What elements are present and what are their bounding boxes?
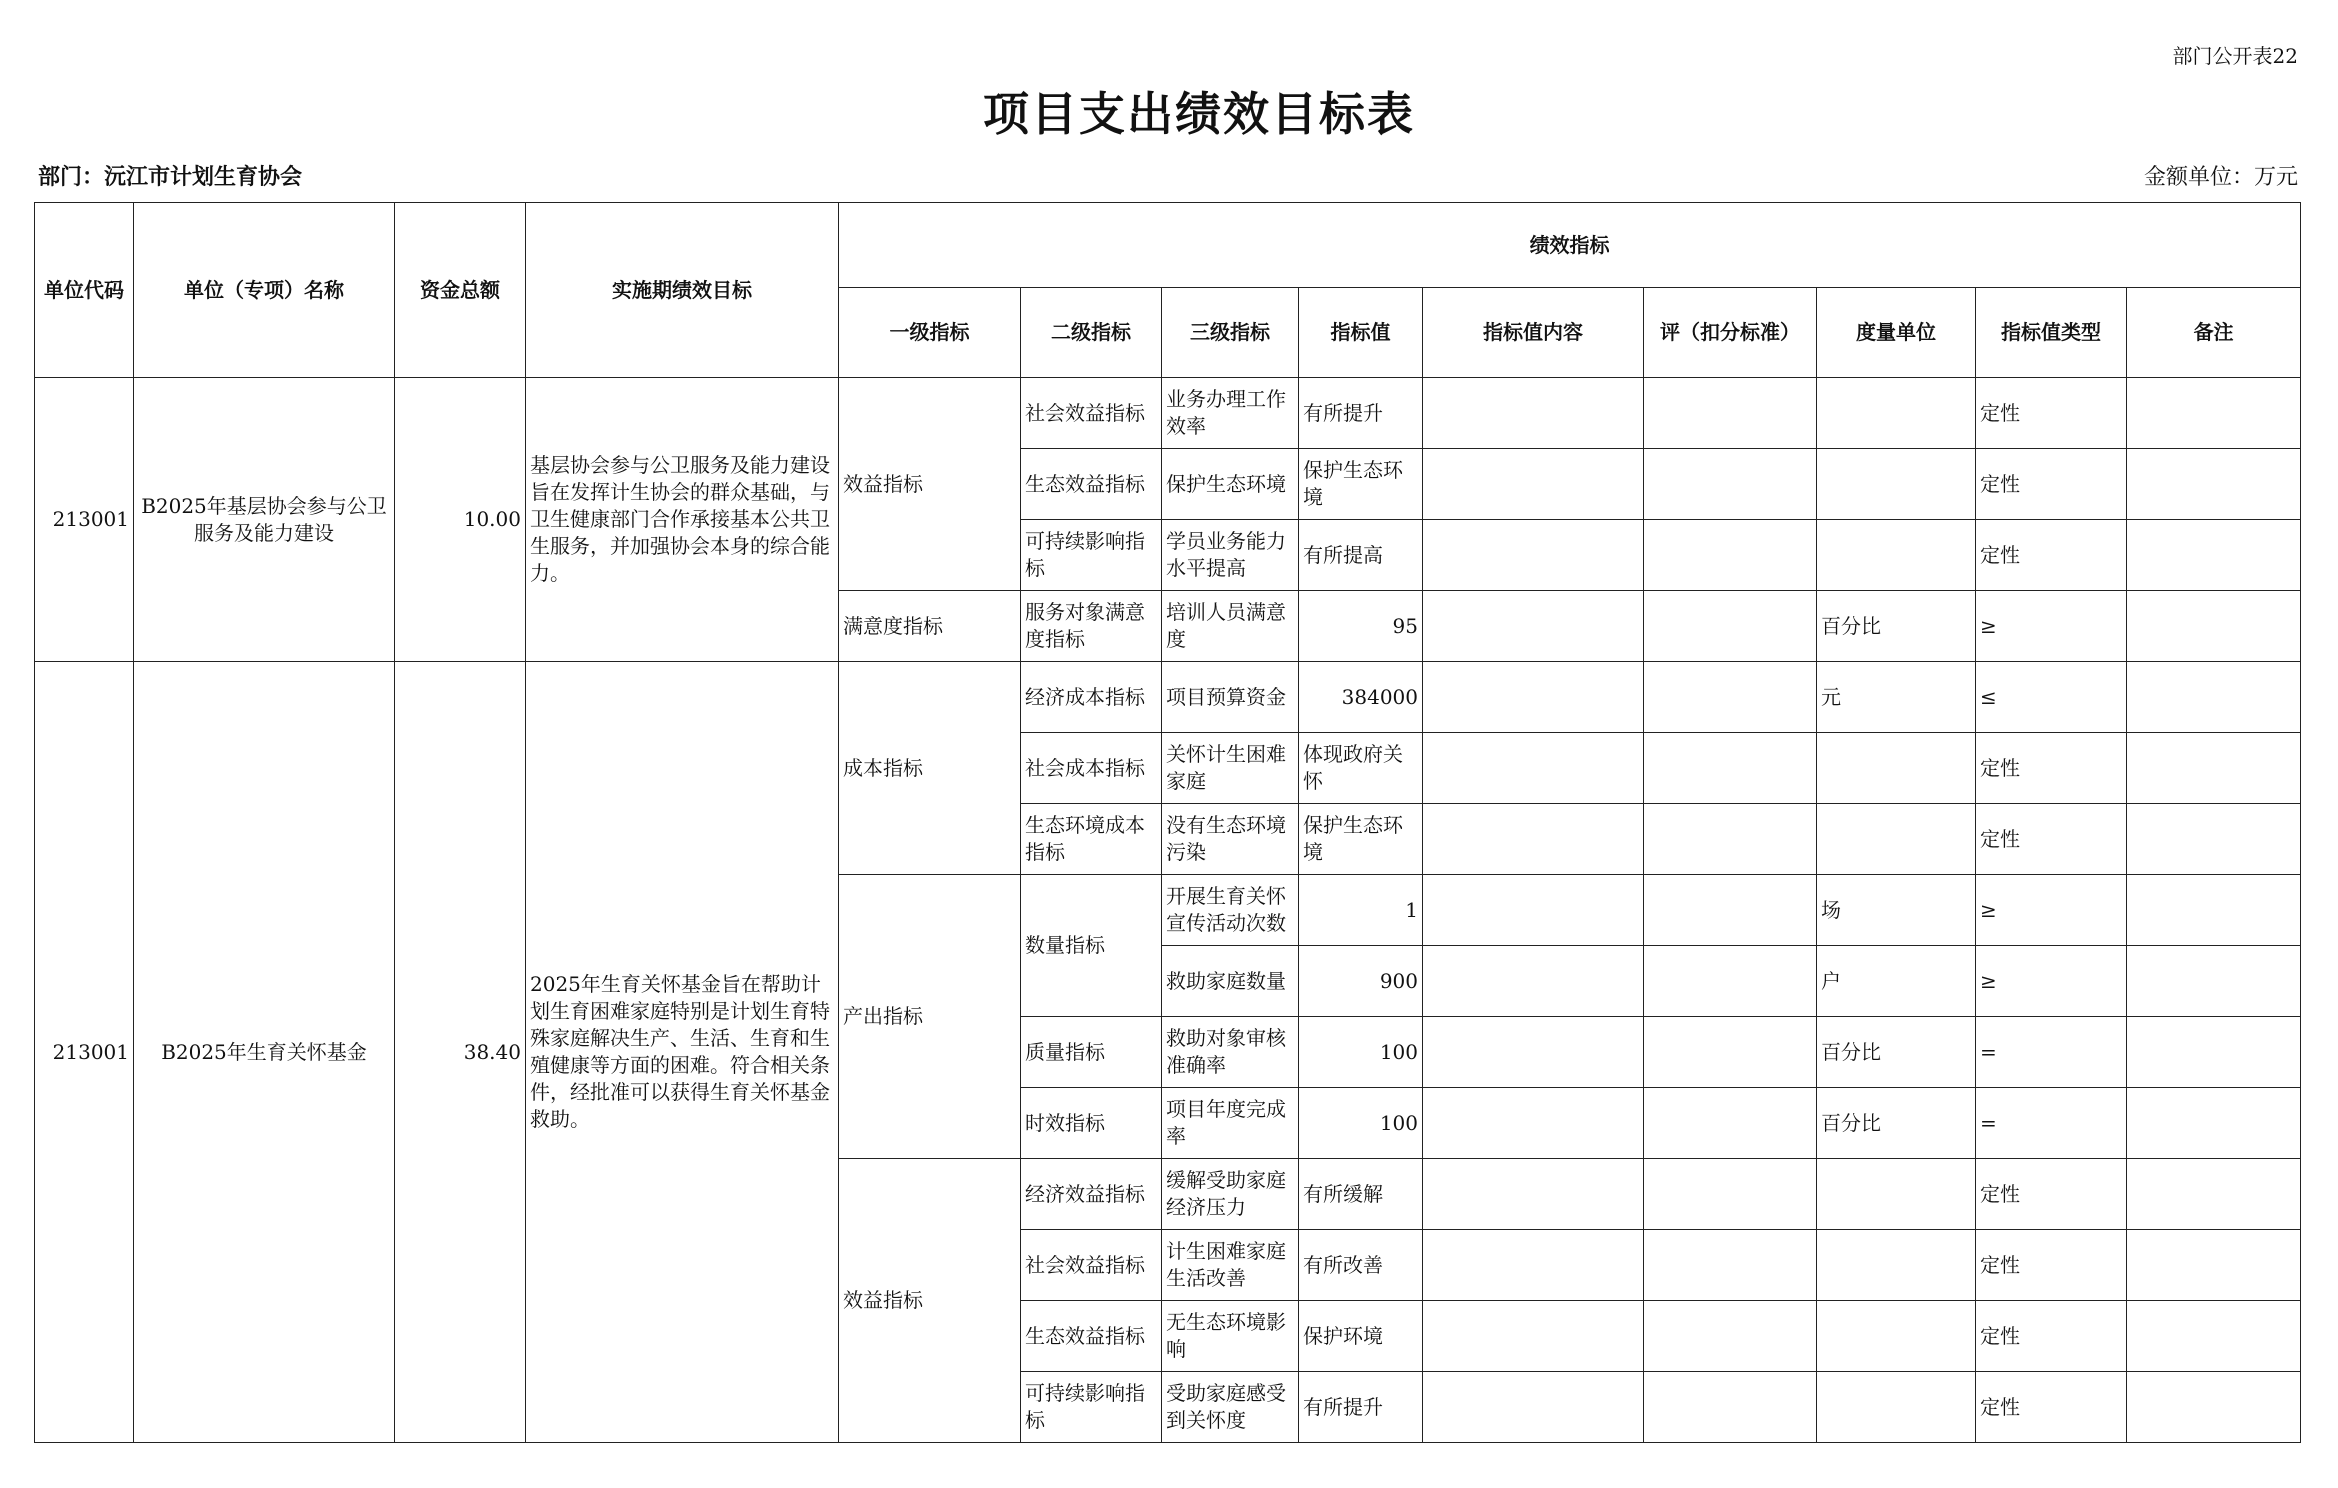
measure-unit: 场 <box>1817 875 1976 946</box>
indicator-value: 900 <box>1299 946 1423 1017</box>
remark <box>2127 1088 2301 1159</box>
remark <box>2127 1301 2301 1372</box>
header-value-type: 指标值类型 <box>1976 288 2127 378</box>
value-type: = <box>1976 1088 2127 1159</box>
scoring-standard <box>1644 946 1817 1017</box>
indicator-value: 有所提升 <box>1299 1372 1423 1443</box>
remark <box>2127 1017 2301 1088</box>
level2-indicator: 质量指标 <box>1021 1017 1162 1088</box>
scoring-standard <box>1644 733 1817 804</box>
value-content <box>1423 662 1644 733</box>
value-type: 定性 <box>1976 804 2127 875</box>
level1-indicator: 满意度指标 <box>839 591 1021 662</box>
value-content <box>1423 733 1644 804</box>
remark <box>2127 591 2301 662</box>
value-content <box>1423 1159 1644 1230</box>
value-content <box>1423 1088 1644 1159</box>
level2-indicator: 可持续影响指标 <box>1021 520 1162 591</box>
remark <box>2127 1372 2301 1443</box>
header-fund: 资金总额 <box>395 203 526 378</box>
remark <box>2127 1230 2301 1301</box>
level2-indicator: 社会效益指标 <box>1021 378 1162 449</box>
level2-indicator: 社会效益指标 <box>1021 1230 1162 1301</box>
header-value: 指标值 <box>1299 288 1423 378</box>
value-type: ≤ <box>1976 662 2127 733</box>
level3-indicator: 受助家庭感受到关怀度 <box>1162 1372 1299 1443</box>
header-name: 单位（专项）名称 <box>134 203 395 378</box>
level3-indicator: 项目预算资金 <box>1162 662 1299 733</box>
value-type: 定性 <box>1976 378 2127 449</box>
indicator-value: 1 <box>1299 875 1423 946</box>
level3-indicator: 项目年度完成率 <box>1162 1088 1299 1159</box>
level3-indicator: 没有生态环境污染 <box>1162 804 1299 875</box>
corner-label: 部门公开表22 <box>2172 44 2298 68</box>
indicator-value: 保护生态环境 <box>1299 804 1423 875</box>
remark <box>2127 520 2301 591</box>
table-row <box>35 378 2301 449</box>
measure-unit <box>1817 1301 1976 1372</box>
level1-indicator: 成本指标 <box>839 662 1021 875</box>
value-type: 定性 <box>1976 1230 2127 1301</box>
project-goal: 基层协会参与公卫服务及能力建设旨在发挥计生协会的群众基础，与卫生健康部门合作承接基本公共卫生服务，并加强协会本身的综合能力。 <box>526 378 839 662</box>
value-type: 定性 <box>1976 1372 2127 1443</box>
level3-indicator: 开展生育关怀宣传活动次数 <box>1162 875 1299 946</box>
value-content <box>1423 1372 1644 1443</box>
level1-indicator: 产出指标 <box>839 875 1021 1159</box>
measure-unit: 百分比 <box>1817 1088 1976 1159</box>
measure-unit <box>1817 449 1976 520</box>
scoring-standard <box>1644 449 1817 520</box>
measure-unit <box>1817 378 1976 449</box>
project-name: B2025年生育关怀基金 <box>134 662 395 1443</box>
value-type: ≥ <box>1976 591 2127 662</box>
measure-unit <box>1817 1372 1976 1443</box>
level3-indicator: 计生困难家庭生活改善 <box>1162 1230 1299 1301</box>
level2-indicator: 生态环境成本指标 <box>1021 804 1162 875</box>
value-type: = <box>1976 1017 2127 1088</box>
remark <box>2127 449 2301 520</box>
project-code: 213001 <box>35 662 134 1443</box>
indicator-value: 384000 <box>1299 662 1423 733</box>
header-value-content: 指标值内容 <box>1423 288 1644 378</box>
value-content <box>1423 1230 1644 1301</box>
level2-indicator: 服务对象满意度指标 <box>1021 591 1162 662</box>
level3-indicator: 救助对象审核准确率 <box>1162 1017 1299 1088</box>
value-type: ≥ <box>1976 946 2127 1017</box>
page-title: 项目支出绩效目标表 <box>983 87 1415 141</box>
remark <box>2127 662 2301 733</box>
measure-unit <box>1817 520 1976 591</box>
value-content <box>1423 875 1644 946</box>
table-row <box>35 662 2301 733</box>
indicator-value: 有所提升 <box>1299 378 1423 449</box>
level2-indicator: 生态效益指标 <box>1021 449 1162 520</box>
indicator-value: 有所缓解 <box>1299 1159 1423 1230</box>
level3-indicator: 培训人员满意度 <box>1162 591 1299 662</box>
measure-unit: 百分比 <box>1817 1017 1976 1088</box>
amount-unit-label: 金额单位：万元 <box>2143 165 2298 190</box>
indicator-value: 95 <box>1299 591 1423 662</box>
value-content <box>1423 946 1644 1017</box>
level2-indicator: 可持续影响指标 <box>1021 1372 1162 1443</box>
scoring-standard <box>1644 520 1817 591</box>
level2-indicator: 数量指标 <box>1021 875 1162 1017</box>
scoring-standard <box>1644 378 1817 449</box>
value-content <box>1423 449 1644 520</box>
remark <box>2127 875 2301 946</box>
level2-indicator: 经济效益指标 <box>1021 1159 1162 1230</box>
measure-unit: 百分比 <box>1817 591 1976 662</box>
value-type: 定性 <box>1976 1159 2127 1230</box>
value-type: 定性 <box>1976 733 2127 804</box>
level3-indicator: 保护生态环境 <box>1162 449 1299 520</box>
indicator-value: 100 <box>1299 1017 1423 1088</box>
level2-indicator: 时效指标 <box>1021 1088 1162 1159</box>
scoring-standard <box>1644 591 1817 662</box>
header-remark: 备注 <box>2127 288 2301 378</box>
measure-unit <box>1817 804 1976 875</box>
value-type: 定性 <box>1976 449 2127 520</box>
level3-indicator: 学员业务能力水平提高 <box>1162 520 1299 591</box>
scoring-standard <box>1644 1017 1817 1088</box>
indicator-value: 有所提高 <box>1299 520 1423 591</box>
header-level3: 三级指标 <box>1162 288 1299 378</box>
department-label: 部门：沅江市计划生育协会 <box>38 164 303 190</box>
value-content <box>1423 520 1644 591</box>
value-content <box>1423 1301 1644 1372</box>
value-content <box>1423 1017 1644 1088</box>
level1-indicator: 效益指标 <box>839 378 1021 591</box>
measure-unit <box>1817 733 1976 804</box>
header-measure-unit: 度量单位 <box>1817 288 1976 378</box>
level3-indicator: 业务办理工作效率 <box>1162 378 1299 449</box>
project-fund: 10.00 <box>395 378 526 662</box>
remark <box>2127 733 2301 804</box>
header-scoring: 评（扣分标准） <box>1644 288 1817 378</box>
scoring-standard <box>1644 662 1817 733</box>
indicator-value: 保护生态环境 <box>1299 449 1423 520</box>
value-type: 定性 <box>1976 1301 2127 1372</box>
scoring-standard <box>1644 875 1817 946</box>
header-performance: 绩效指标 <box>839 203 2301 288</box>
header-level1: 一级指标 <box>839 288 1021 378</box>
level3-indicator: 缓解受助家庭经济压力 <box>1162 1159 1299 1230</box>
value-content <box>1423 591 1644 662</box>
measure-unit: 元 <box>1817 662 1976 733</box>
project-goal: 2025年生育关怀基金旨在帮助计划生育困难家庭特别是计划生育特殊家庭解决生产、生活、生育和生殖健康等方面的困难。符合相关条件，经批准可以获得生育关怀基金救助。 <box>526 662 839 1443</box>
scoring-standard <box>1644 1230 1817 1301</box>
indicator-value: 有所改善 <box>1299 1230 1423 1301</box>
value-type: 定性 <box>1976 520 2127 591</box>
value-type: ≥ <box>1976 875 2127 946</box>
scoring-standard <box>1644 1159 1817 1230</box>
measure-unit: 户 <box>1817 946 1976 1017</box>
measure-unit <box>1817 1230 1976 1301</box>
level2-indicator: 经济成本指标 <box>1021 662 1162 733</box>
scoring-standard <box>1644 804 1817 875</box>
project-code: 213001 <box>35 378 134 662</box>
indicator-value: 100 <box>1299 1088 1423 1159</box>
header-goal: 实施期绩效目标 <box>526 203 839 378</box>
measure-unit <box>1817 1159 1976 1230</box>
level3-indicator: 关怀计生困难家庭 <box>1162 733 1299 804</box>
remark <box>2127 804 2301 875</box>
scoring-standard <box>1644 1088 1817 1159</box>
value-content <box>1423 378 1644 449</box>
performance-table <box>34 202 2301 1443</box>
scoring-standard <box>1644 1372 1817 1443</box>
project-name: B2025年基层协会参与公卫服务及能力建设 <box>134 378 395 662</box>
level3-indicator: 救助家庭数量 <box>1162 946 1299 1017</box>
value-content <box>1423 804 1644 875</box>
level1-indicator: 效益指标 <box>839 1159 1021 1443</box>
level3-indicator: 无生态环境影响 <box>1162 1301 1299 1372</box>
level2-indicator: 生态效益指标 <box>1021 1301 1162 1372</box>
scoring-standard <box>1644 1301 1817 1372</box>
header-level2: 二级指标 <box>1021 288 1162 378</box>
remark <box>2127 378 2301 449</box>
remark <box>2127 1159 2301 1230</box>
indicator-value: 体现政府关怀 <box>1299 733 1423 804</box>
level2-indicator: 社会成本指标 <box>1021 733 1162 804</box>
indicator-value: 保护环境 <box>1299 1301 1423 1372</box>
project-fund: 38.40 <box>395 662 526 1443</box>
header-code: 单位代码 <box>35 203 134 378</box>
remark <box>2127 946 2301 1017</box>
